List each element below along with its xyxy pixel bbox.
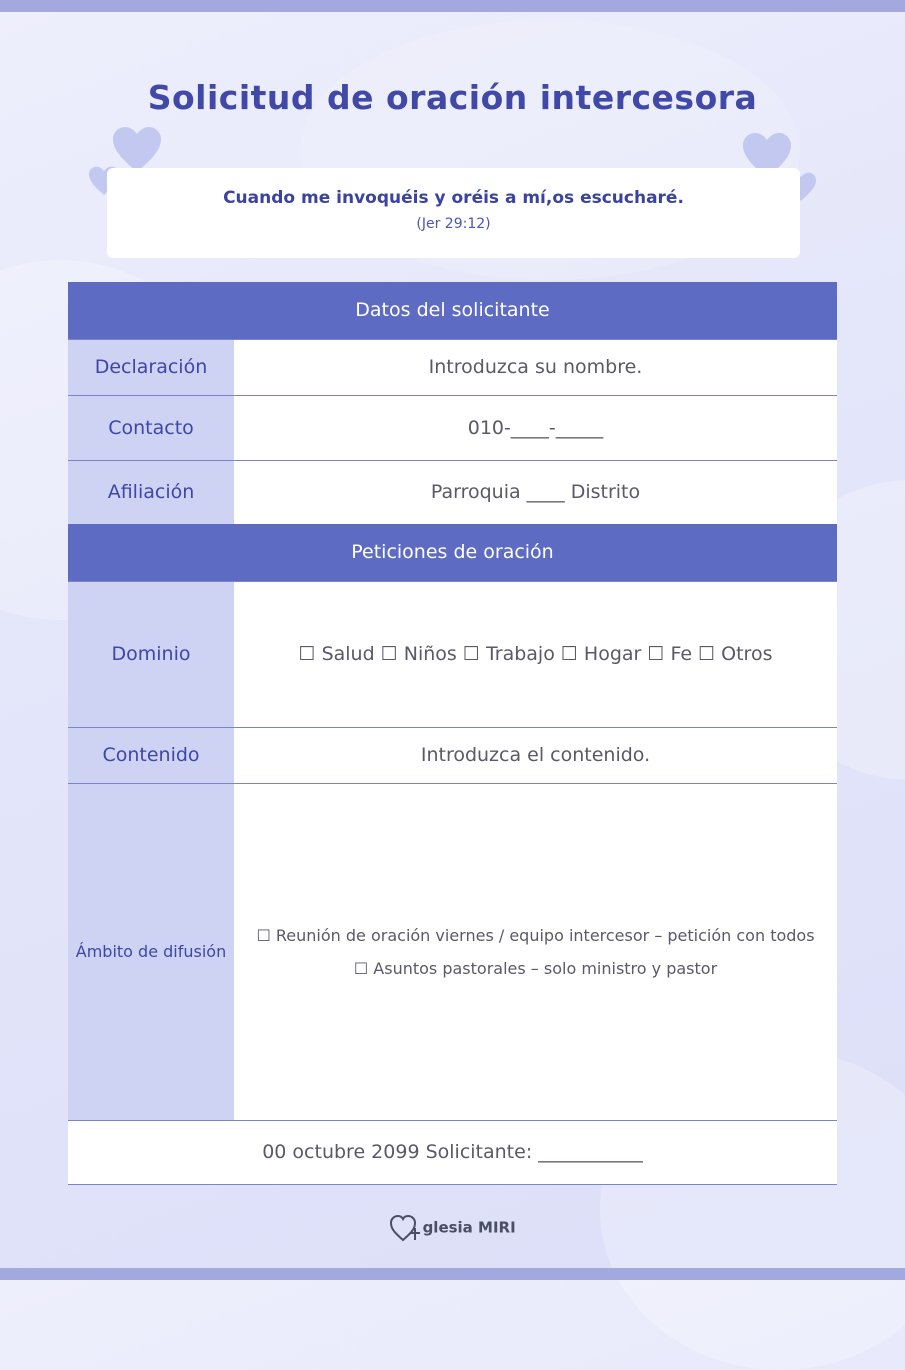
bottom-decorative-bar [0, 1268, 905, 1280]
page-title: Solicitud de oración intercesora [147, 78, 758, 117]
signature-line[interactable]: 00 octubre 2099 Solicitante: ___________ [68, 1120, 837, 1184]
content-field[interactable]: Introduzca el contenido. [234, 727, 837, 783]
prayer-section-header: Peticiones de oración [68, 524, 837, 581]
verse-text: Cuando me invoquéis y oréis a mí,os escucharé. [223, 188, 684, 208]
affiliation-label: Afiliación [68, 460, 234, 524]
scope-label: Ámbito de difusión [68, 783, 234, 1120]
scope-options [234, 783, 837, 1120]
verse-reference: (Jer 29:12) [416, 216, 491, 232]
verse-box [107, 168, 800, 258]
contact-field[interactable]: 010-____-_____ [234, 395, 837, 460]
contact-label: Contacto [68, 395, 234, 460]
domain-label: Dominio [68, 581, 234, 727]
request-form [68, 282, 837, 1185]
name-label: Declaración [68, 339, 234, 395]
name-field[interactable]: Introduzca su nombre. [234, 339, 837, 395]
content-label: Contenido [68, 727, 234, 783]
scope-option-prayer-meeting[interactable]: ☐ Reunión de oración viernes / equipo intercesor – petición con todos [256, 925, 815, 945]
applicant-section-header: Datos del solicitante [68, 282, 837, 339]
scope-option-pastoral[interactable]: ☐ Asuntos pastorales – solo ministro y pastor [353, 958, 718, 978]
logo-text: glesia MIRI [422, 1218, 516, 1237]
heart-cross-icon [389, 1214, 423, 1242]
church-logo [0, 1214, 905, 1242]
affiliation-field[interactable]: Parroquia ____ Distrito [234, 460, 837, 524]
domain-checkboxes[interactable]: ☐ Salud ☐ Niños ☐ Trabajo ☐ Hogar ☐ Fe ☐ Otros [234, 581, 837, 727]
top-decorative-bar [0, 0, 905, 12]
